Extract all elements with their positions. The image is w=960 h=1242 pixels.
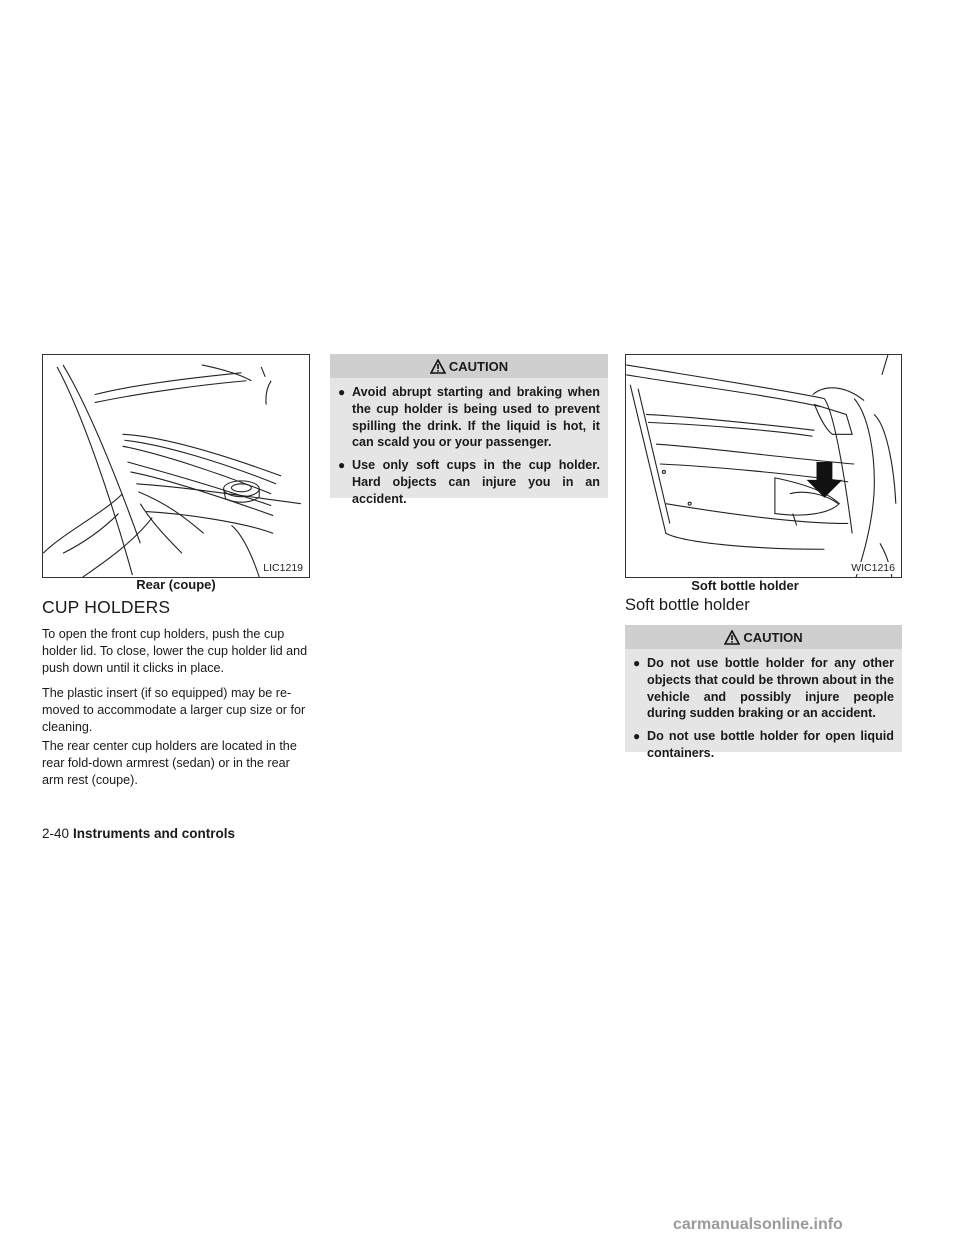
bullet-icon: ● xyxy=(633,729,641,744)
bullet-icon: ● xyxy=(633,656,641,670)
caution-box-bottle-holder xyxy=(625,625,902,760)
caution-list xyxy=(330,378,608,516)
rear-coupe-illustration xyxy=(43,355,309,577)
caution-item: ● Do not use bottle holder for open liquid containers. xyxy=(633,729,894,760)
caution-title: CAUTION xyxy=(743,629,803,645)
cup-holders-paragraph-3: The rear center cup holders are located in the rear fold-down armrest (sedan) or in the rear arm rest (coupe). xyxy=(42,739,297,787)
watermark: carmanualsonline.info xyxy=(673,1216,843,1233)
figure-caption-rear-coupe: Rear (coupe) xyxy=(136,577,216,592)
warning-triangle-icon xyxy=(430,359,446,374)
figure-soft-bottle-holder xyxy=(625,354,902,578)
caution-list xyxy=(625,649,902,770)
caution-item: ● Avoid abrupt starting and braking when the cup holder is being used to prevent spilling the drink. If the liquid is hot, it can scald you or your passenger. xyxy=(338,385,600,450)
caution-header xyxy=(330,354,608,378)
caution-box-cup-holder xyxy=(330,354,608,506)
page-footer xyxy=(42,826,235,841)
figure-caption-soft-bottle-holder: Soft bottle holder xyxy=(691,578,799,593)
caution-item: ● Do not use bottle holder for any other objects that could be thrown about in the vehicle and possibly injure people during sudden braking or an accident. xyxy=(633,656,894,721)
soft-bottle-holder-heading: Soft bottle holder xyxy=(625,596,750,614)
caution-item: ● Use only soft cups in the cup holder. Hard objects can injure you in an accident. xyxy=(338,458,600,506)
section-title: Instruments and controls xyxy=(73,826,236,841)
warning-triangle-icon xyxy=(724,630,740,645)
cup-holders-paragraph-1: To open the front cup holders, push the cup holder lid. To close, lower the cup holder lid and push down until it clicks in place. xyxy=(42,627,308,675)
bullet-icon: ● xyxy=(338,385,346,399)
cup-holders-heading: CUP HOLDERS xyxy=(42,597,171,617)
caution-header xyxy=(625,625,902,649)
page-number: 2-40 xyxy=(42,826,70,841)
cup-holders-paragraph-2: The plastic insert (if so equipped) may be re-moved to accommodate a larger cup size or for cleaning. xyxy=(42,686,306,734)
door-panel-illustration xyxy=(626,355,901,577)
bullet-icon: ● xyxy=(338,458,346,473)
figure-code: LIC1219 xyxy=(263,562,303,574)
caution-title: CAUTION xyxy=(448,358,509,374)
figure-rear-coupe xyxy=(42,354,310,578)
figure-code: WIC1216 xyxy=(851,562,895,574)
